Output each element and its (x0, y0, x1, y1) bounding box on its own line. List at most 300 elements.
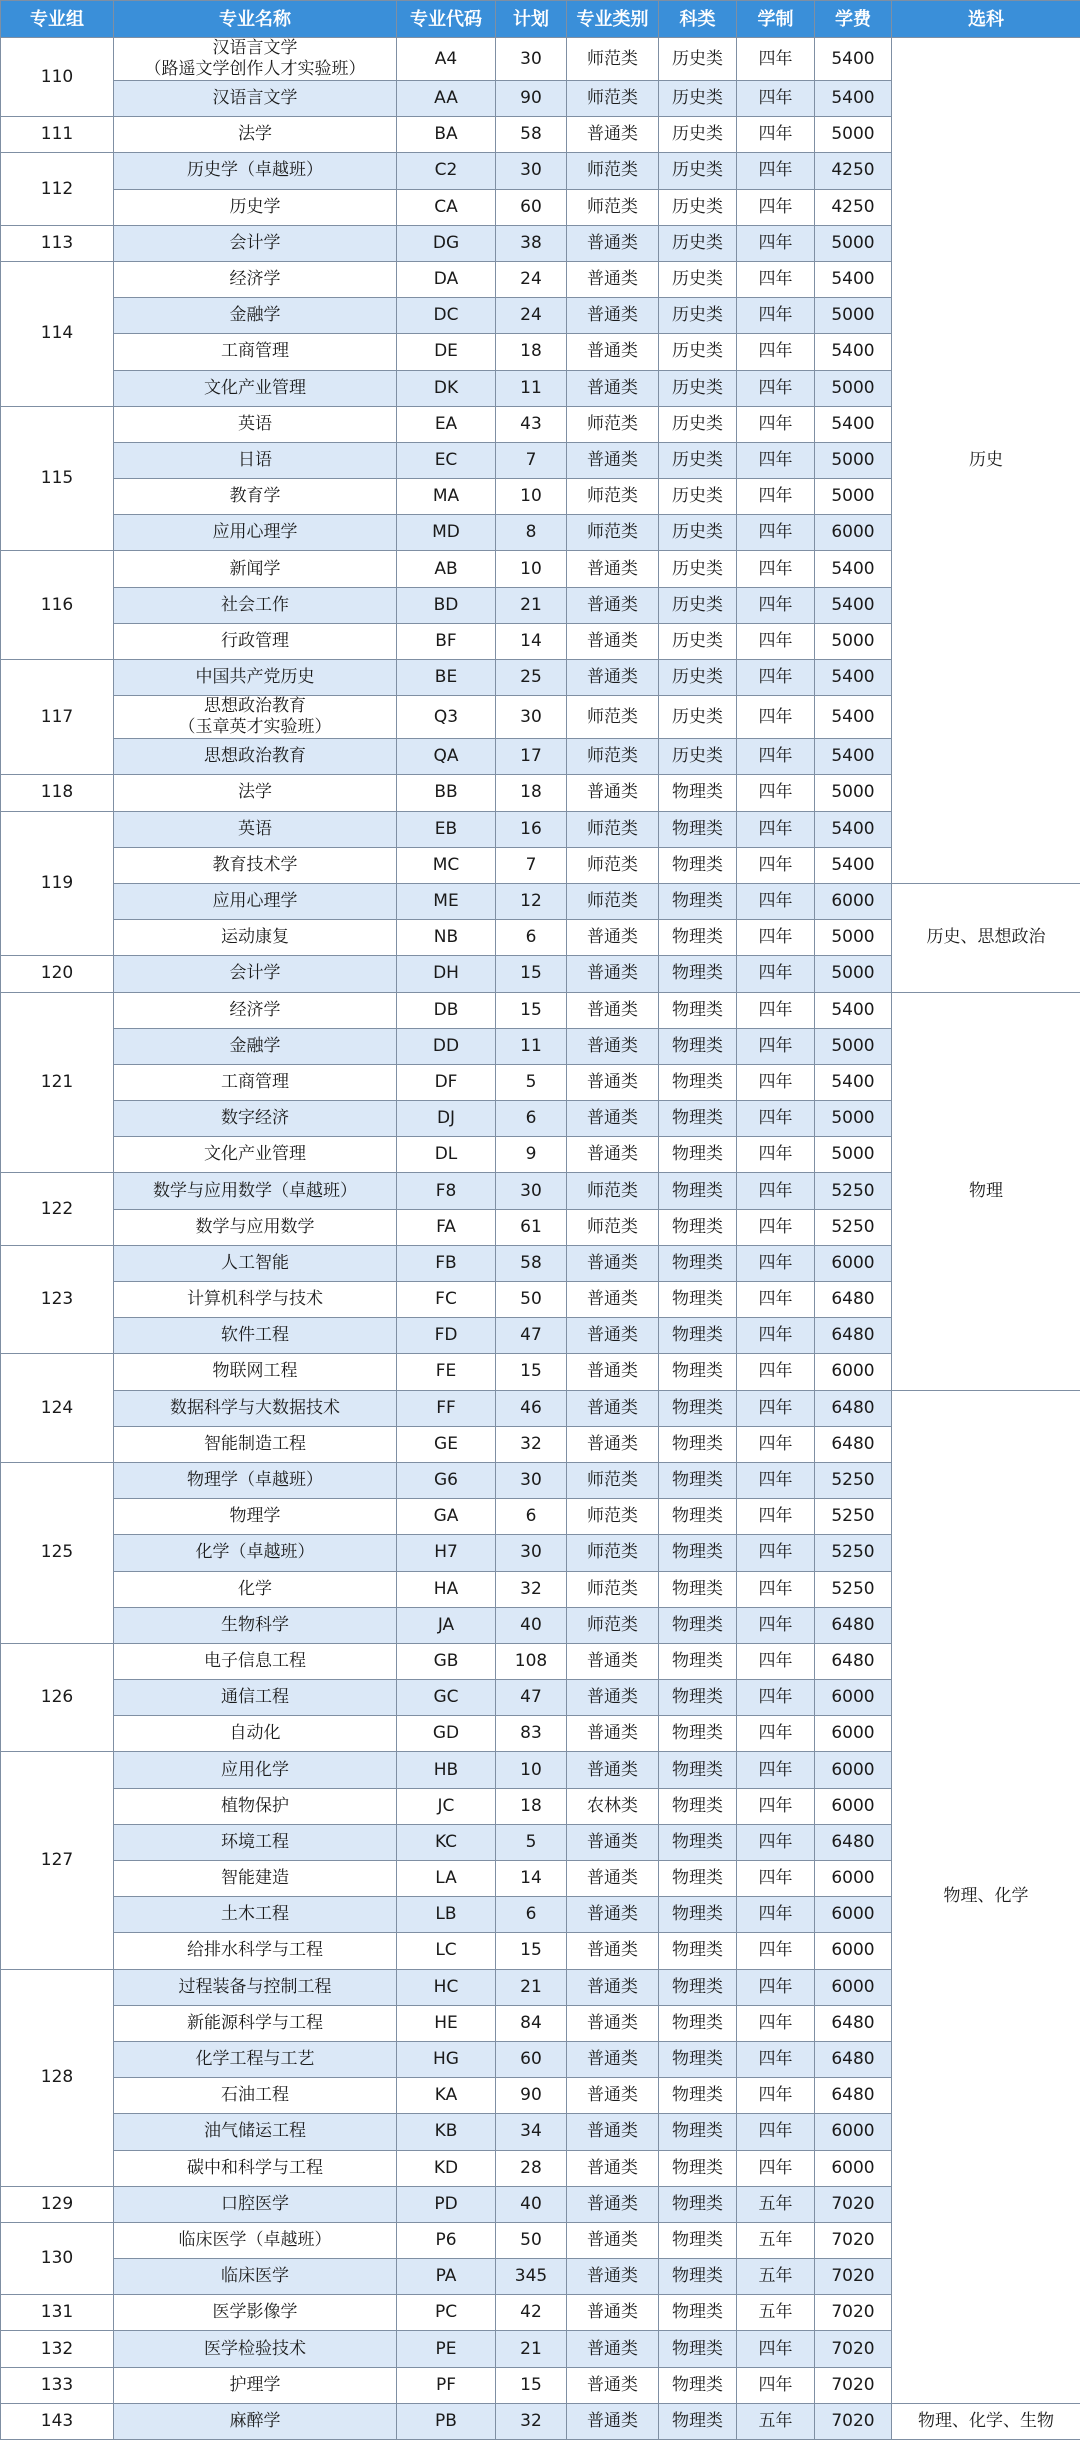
major-type-cell: 普通类 (567, 2295, 659, 2331)
tuition-cell: 4250 (815, 189, 892, 225)
plan-cell: 21 (496, 1969, 567, 2005)
major-name-cell (114, 1680, 397, 1716)
duration-cell: 四年 (737, 1969, 815, 2005)
major-name-line: 经济学 (118, 1000, 392, 1021)
major-code-cell: FB (397, 1245, 496, 1281)
major-type-cell: 师范类 (567, 515, 659, 551)
major-type-cell: 师范类 (567, 811, 659, 847)
group-id-cell: 132 (1, 2331, 114, 2367)
major-name-cell (114, 370, 397, 406)
major-code-cell: BB (397, 775, 496, 811)
tuition-cell: 7020 (815, 2259, 892, 2295)
duration-cell: 四年 (737, 1318, 815, 1354)
major-name-line: 新能源科学与工程 (118, 2013, 392, 2034)
major-name-line: 会计学 (118, 963, 392, 984)
major-name-line: 日语 (118, 450, 392, 471)
table-body (1, 38, 1080, 2440)
duration-cell: 四年 (737, 479, 815, 515)
header-major-code: 专业代码 (397, 1, 496, 38)
tuition-cell: 4250 (815, 153, 892, 189)
plan-cell: 10 (496, 551, 567, 587)
category-cell: 物理类 (659, 1064, 737, 1100)
tuition-cell: 5400 (815, 38, 892, 81)
major-name-line: 工商管理 (118, 341, 392, 362)
tuition-cell: 5400 (815, 334, 892, 370)
required-subjects-cell: 历史 (892, 38, 1080, 884)
major-code-cell: GC (397, 1680, 496, 1716)
major-type-cell: 普通类 (567, 1390, 659, 1426)
major-code-cell: QA (397, 739, 496, 775)
category-cell: 物理类 (659, 1318, 737, 1354)
major-code-cell: BF (397, 623, 496, 659)
group-id-cell: 127 (1, 1752, 114, 1969)
major-type-cell: 普通类 (567, 1426, 659, 1462)
duration-cell: 四年 (737, 2078, 815, 2114)
plan-cell: 25 (496, 660, 567, 696)
tuition-cell: 5400 (815, 660, 892, 696)
duration-cell: 四年 (737, 1716, 815, 1752)
major-type-cell: 普通类 (567, 225, 659, 261)
group-id-cell: 116 (1, 551, 114, 660)
category-cell: 物理类 (659, 1716, 737, 1752)
category-cell: 物理类 (659, 2403, 737, 2439)
plan-cell: 46 (496, 1390, 567, 1426)
plan-cell: 16 (496, 811, 567, 847)
group-id-cell: 115 (1, 406, 114, 551)
tuition-cell: 6000 (815, 1245, 892, 1281)
major-name-cell (114, 1318, 397, 1354)
major-code-cell: EA (397, 406, 496, 442)
plan-cell: 30 (496, 1462, 567, 1498)
major-name-cell (114, 1354, 397, 1390)
tuition-cell: 5400 (815, 261, 892, 297)
major-name-cell (114, 1897, 397, 1933)
duration-cell: 四年 (737, 1462, 815, 1498)
major-code-cell: DK (397, 370, 496, 406)
duration-cell: 四年 (737, 2331, 815, 2367)
plan-cell: 21 (496, 2331, 567, 2367)
major-code-cell: PE (397, 2331, 496, 2367)
category-cell: 历史类 (659, 479, 737, 515)
major-type-cell: 普通类 (567, 334, 659, 370)
major-name-line: 中国共产党历史 (118, 667, 392, 688)
major-code-cell: Q3 (397, 696, 496, 739)
plan-cell: 90 (496, 2078, 567, 2114)
major-name-line: 护理学 (118, 2375, 392, 2396)
major-name-cell (114, 2367, 397, 2403)
major-code-cell: DF (397, 1064, 496, 1100)
header-plan: 计划 (496, 1, 567, 38)
plan-cell: 42 (496, 2295, 567, 2331)
major-name-line: 金融学 (118, 305, 392, 326)
category-cell: 历史类 (659, 370, 737, 406)
major-code-cell: GD (397, 1716, 496, 1752)
major-code-cell: HE (397, 2005, 496, 2041)
major-code-cell: DE (397, 334, 496, 370)
duration-cell: 四年 (737, 2041, 815, 2077)
plan-cell: 60 (496, 2041, 567, 2077)
plan-cell: 6 (496, 920, 567, 956)
category-cell: 物理类 (659, 1426, 737, 1462)
category-cell: 物理类 (659, 1028, 737, 1064)
group-id-cell: 121 (1, 992, 114, 1173)
major-type-cell: 普通类 (567, 1137, 659, 1173)
major-name-line: 数学与应用数学（卓越班） (118, 1181, 392, 1202)
major-name-cell (114, 623, 397, 659)
major-type-cell: 普通类 (567, 261, 659, 297)
group-id-cell: 118 (1, 775, 114, 811)
category-cell: 历史类 (659, 81, 737, 117)
plan-cell: 7 (496, 847, 567, 883)
major-name-cell (114, 406, 397, 442)
category-cell: 历史类 (659, 587, 737, 623)
table-row (1, 1390, 1080, 1426)
major-code-cell: BE (397, 660, 496, 696)
duration-cell: 四年 (737, 334, 815, 370)
group-id-cell: 143 (1, 2403, 114, 2439)
duration-cell: 四年 (737, 515, 815, 551)
plan-cell: 18 (496, 775, 567, 811)
category-cell: 物理类 (659, 1535, 737, 1571)
major-code-cell: HG (397, 2041, 496, 2077)
major-type-cell: 普通类 (567, 1680, 659, 1716)
plan-cell: 30 (496, 1173, 567, 1209)
category-cell: 历史类 (659, 225, 737, 261)
category-cell: 物理类 (659, 2331, 737, 2367)
major-name-line: （路遥文学创作人才实验班） (118, 59, 392, 80)
major-name-cell (114, 587, 397, 623)
duration-cell: 四年 (737, 623, 815, 659)
tuition-cell: 5000 (815, 775, 892, 811)
major-name-cell (114, 1535, 397, 1571)
tuition-cell: 5400 (815, 551, 892, 587)
tuition-cell: 6480 (815, 1824, 892, 1860)
duration-cell: 五年 (737, 2403, 815, 2439)
major-name-cell (114, 442, 397, 478)
tuition-cell: 6000 (815, 1861, 892, 1897)
major-code-cell: NB (397, 920, 496, 956)
major-name-cell (114, 1101, 397, 1137)
major-name-line: 汉语言文学 (118, 88, 392, 109)
category-cell: 物理类 (659, 1861, 737, 1897)
major-name-cell (114, 1788, 397, 1824)
major-name-line: 思想政治教育 (118, 696, 392, 717)
header-major-type: 专业类别 (567, 1, 659, 38)
major-code-cell: A4 (397, 38, 496, 81)
major-code-cell: KB (397, 2114, 496, 2150)
plan-cell: 11 (496, 370, 567, 406)
major-type-cell: 普通类 (567, 2005, 659, 2041)
major-type-cell: 师范类 (567, 81, 659, 117)
major-type-cell: 普通类 (567, 117, 659, 153)
major-name-cell (114, 153, 397, 189)
major-name-line: 石油工程 (118, 2085, 392, 2106)
major-type-cell: 师范类 (567, 406, 659, 442)
major-code-cell: AA (397, 81, 496, 117)
plan-cell: 30 (496, 38, 567, 81)
major-name-line: 智能制造工程 (118, 1434, 392, 1455)
tuition-cell: 5000 (815, 370, 892, 406)
category-cell: 物理类 (659, 2186, 737, 2222)
tuition-cell: 5250 (815, 1173, 892, 1209)
major-code-cell: MC (397, 847, 496, 883)
category-cell: 物理类 (659, 1933, 737, 1969)
major-name-line: 工商管理 (118, 1072, 392, 1093)
category-cell: 物理类 (659, 1607, 737, 1643)
major-name-cell (114, 117, 397, 153)
major-type-cell: 师范类 (567, 847, 659, 883)
duration-cell: 四年 (737, 81, 815, 117)
major-code-cell: GB (397, 1643, 496, 1679)
category-cell: 物理类 (659, 775, 737, 811)
major-name-line: 应用心理学 (118, 522, 392, 543)
duration-cell: 四年 (737, 1933, 815, 1969)
major-name-cell (114, 479, 397, 515)
plan-cell: 15 (496, 1354, 567, 1390)
major-type-cell: 普通类 (567, 2259, 659, 2295)
duration-cell: 四年 (737, 551, 815, 587)
major-type-cell: 普通类 (567, 920, 659, 956)
duration-cell: 四年 (737, 442, 815, 478)
major-type-cell: 普通类 (567, 1354, 659, 1390)
category-cell: 物理类 (659, 1571, 737, 1607)
plan-cell: 90 (496, 81, 567, 117)
major-name-cell (114, 1643, 397, 1679)
major-type-cell: 普通类 (567, 2041, 659, 2077)
major-name-line: 历史学（卓越班） (118, 160, 392, 181)
major-name-line: 经济学 (118, 269, 392, 290)
tuition-cell: 6480 (815, 1390, 892, 1426)
major-name-line: 临床医学 (118, 2266, 392, 2287)
plan-cell: 40 (496, 1607, 567, 1643)
plan-cell: 15 (496, 2367, 567, 2403)
category-cell: 物理类 (659, 1462, 737, 1498)
category-cell: 历史类 (659, 515, 737, 551)
major-code-cell: FE (397, 1354, 496, 1390)
major-name-cell (114, 992, 397, 1028)
major-code-cell: PA (397, 2259, 496, 2295)
required-subjects-cell: 物理 (892, 992, 1080, 1390)
group-id-cell: 130 (1, 2222, 114, 2294)
major-type-cell: 普通类 (567, 1101, 659, 1137)
duration-cell: 四年 (737, 1643, 815, 1679)
major-name-line: 历史学 (118, 197, 392, 218)
plan-cell: 30 (496, 1535, 567, 1571)
duration-cell: 四年 (737, 1861, 815, 1897)
duration-cell: 四年 (737, 38, 815, 81)
category-cell: 历史类 (659, 298, 737, 334)
major-type-cell: 普通类 (567, 956, 659, 992)
tuition-cell: 5000 (815, 1137, 892, 1173)
plan-cell: 6 (496, 1499, 567, 1535)
major-name-line: 金融学 (118, 1036, 392, 1057)
plan-cell: 24 (496, 298, 567, 334)
major-type-cell: 普通类 (567, 2222, 659, 2258)
major-name-line: 法学 (118, 124, 392, 145)
major-type-cell: 普通类 (567, 2114, 659, 2150)
major-code-cell: BA (397, 117, 496, 153)
category-cell: 物理类 (659, 1209, 737, 1245)
duration-cell: 四年 (737, 1137, 815, 1173)
header-duration: 学制 (737, 1, 815, 38)
major-code-cell: PF (397, 2367, 496, 2403)
major-type-cell: 师范类 (567, 1535, 659, 1571)
plan-cell: 32 (496, 2403, 567, 2439)
major-type-cell: 师范类 (567, 153, 659, 189)
major-name-cell (114, 1824, 397, 1860)
major-type-cell: 普通类 (567, 2367, 659, 2403)
duration-cell: 四年 (737, 2367, 815, 2403)
major-name-cell (114, 1390, 397, 1426)
major-name-cell (114, 2259, 397, 2295)
major-type-cell: 师范类 (567, 1462, 659, 1498)
plan-cell: 34 (496, 2114, 567, 2150)
tuition-cell: 5000 (815, 623, 892, 659)
category-cell: 物理类 (659, 1245, 737, 1281)
major-type-cell: 普通类 (567, 775, 659, 811)
group-id-cell: 112 (1, 153, 114, 225)
duration-cell: 四年 (737, 298, 815, 334)
major-name-line: 给排水科学与工程 (118, 1940, 392, 1961)
group-id-cell: 119 (1, 811, 114, 956)
major-type-cell: 普通类 (567, 1824, 659, 1860)
major-type-cell: 师范类 (567, 479, 659, 515)
duration-cell: 四年 (737, 1101, 815, 1137)
tuition-cell: 7020 (815, 2295, 892, 2331)
major-type-cell: 师范类 (567, 1209, 659, 1245)
required-subjects-cell: 物理、化学、生物 (892, 2403, 1080, 2439)
major-name-cell (114, 1861, 397, 1897)
group-id-cell: 120 (1, 956, 114, 992)
major-name-cell (114, 1716, 397, 1752)
plan-cell: 18 (496, 1788, 567, 1824)
major-name-line: 数据科学与大数据技术 (118, 1398, 392, 1419)
plan-cell: 18 (496, 334, 567, 370)
major-code-cell: AB (397, 551, 496, 587)
plan-cell: 9 (496, 1137, 567, 1173)
category-cell: 物理类 (659, 883, 737, 919)
major-name-line: 智能建造 (118, 1868, 392, 1889)
duration-cell: 四年 (737, 1571, 815, 1607)
duration-cell: 五年 (737, 2259, 815, 2295)
plan-cell: 5 (496, 1064, 567, 1100)
tuition-cell: 6000 (815, 1933, 892, 1969)
major-name-cell (114, 1245, 397, 1281)
table-row (1, 992, 1080, 1028)
major-code-cell: KC (397, 1824, 496, 1860)
plan-cell: 8 (496, 515, 567, 551)
major-type-cell: 普通类 (567, 1064, 659, 1100)
tuition-cell: 6000 (815, 1680, 892, 1716)
major-name-line: 应用化学 (118, 1760, 392, 1781)
duration-cell: 五年 (737, 2222, 815, 2258)
category-cell: 物理类 (659, 1390, 737, 1426)
category-cell: 历史类 (659, 153, 737, 189)
major-type-cell: 普通类 (567, 660, 659, 696)
tuition-cell: 5250 (815, 1535, 892, 1571)
tuition-cell: 5000 (815, 225, 892, 261)
plan-cell: 32 (496, 1426, 567, 1462)
tuition-cell: 5250 (815, 1462, 892, 1498)
major-name-cell (114, 515, 397, 551)
tuition-cell: 6000 (815, 515, 892, 551)
duration-cell: 四年 (737, 1390, 815, 1426)
duration-cell: 四年 (737, 1752, 815, 1788)
category-cell: 历史类 (659, 660, 737, 696)
table-row (1, 38, 1080, 81)
tuition-cell: 6480 (815, 1643, 892, 1679)
plan-cell: 32 (496, 1571, 567, 1607)
tuition-cell: 6480 (815, 2005, 892, 2041)
category-cell: 历史类 (659, 696, 737, 739)
plan-cell: 40 (496, 2186, 567, 2222)
major-code-cell: KD (397, 2150, 496, 2186)
tuition-cell: 6000 (815, 1969, 892, 2005)
major-type-cell: 普通类 (567, 551, 659, 587)
major-type-cell: 普通类 (567, 370, 659, 406)
category-cell: 物理类 (659, 2295, 737, 2331)
major-code-cell: DL (397, 1137, 496, 1173)
major-name-cell (114, 2295, 397, 2331)
category-cell: 物理类 (659, 1354, 737, 1390)
major-name-line: 英语 (118, 414, 392, 435)
tuition-cell: 5400 (815, 739, 892, 775)
major-code-cell: KA (397, 2078, 496, 2114)
major-name-line: 碳中和科学与工程 (118, 2158, 392, 2179)
plan-cell: 84 (496, 2005, 567, 2041)
category-cell: 物理类 (659, 1282, 737, 1318)
major-name-line: 化学（卓越班） (118, 1542, 392, 1563)
plan-cell: 14 (496, 1861, 567, 1897)
major-name-line: 应用心理学 (118, 891, 392, 912)
table-row (1, 2403, 1080, 2439)
major-type-cell: 普通类 (567, 2331, 659, 2367)
category-cell: 物理类 (659, 847, 737, 883)
major-name-cell (114, 696, 397, 739)
major-name-line: 物联网工程 (118, 1361, 392, 1382)
category-cell: 历史类 (659, 38, 737, 81)
major-code-cell: DD (397, 1028, 496, 1064)
tuition-cell: 5250 (815, 1571, 892, 1607)
tuition-cell: 5250 (815, 1499, 892, 1535)
major-type-cell: 师范类 (567, 189, 659, 225)
major-code-cell: DJ (397, 1101, 496, 1137)
tuition-cell: 7020 (815, 2367, 892, 2403)
major-code-cell: HC (397, 1969, 496, 2005)
major-code-cell: JA (397, 1607, 496, 1643)
tuition-cell: 6480 (815, 1607, 892, 1643)
major-name-cell (114, 1752, 397, 1788)
plan-cell: 12 (496, 883, 567, 919)
tuition-cell: 6480 (815, 2041, 892, 2077)
duration-cell: 四年 (737, 775, 815, 811)
tuition-cell: 5400 (815, 992, 892, 1028)
major-type-cell: 普通类 (567, 1282, 659, 1318)
major-name-cell (114, 883, 397, 919)
category-cell: 物理类 (659, 1173, 737, 1209)
major-type-cell: 普通类 (567, 1969, 659, 2005)
major-name-line: 化学工程与工艺 (118, 2049, 392, 2070)
duration-cell: 四年 (737, 1499, 815, 1535)
major-type-cell: 普通类 (567, 1933, 659, 1969)
category-cell: 物理类 (659, 1137, 737, 1173)
category-cell: 物理类 (659, 1752, 737, 1788)
major-type-cell: 师范类 (567, 1571, 659, 1607)
major-type-cell: 普通类 (567, 1861, 659, 1897)
category-cell: 物理类 (659, 1101, 737, 1137)
group-id-cell: 125 (1, 1462, 114, 1643)
duration-cell: 四年 (737, 1788, 815, 1824)
